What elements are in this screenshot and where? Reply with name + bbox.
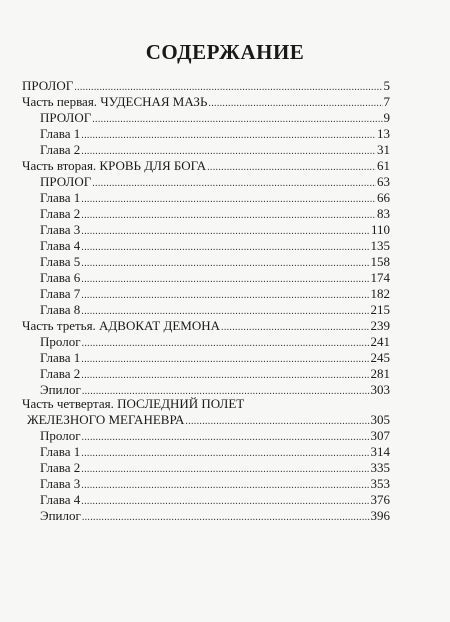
toc-entry-page-number: 83 [377,206,390,221]
toc-entry-page-number: 158 [370,254,390,269]
toc-entry-page-number: 215 [370,302,390,317]
toc-entry-page-number: 135 [370,238,390,253]
toc-entry-label: Часть четвертая. ПОСЛЕДНИЙ ПОЛЕТ [22,396,245,411]
toc-entry-label: Глава 2 [40,460,81,475]
toc-entry-label: Пролог [40,428,81,443]
toc-entry-label: Глава 2 [40,206,81,221]
toc-entry-page-number: 314 [370,444,390,459]
toc-entry-label: Глава 1 [40,444,81,459]
toc-entry-label: Глава 3 [40,476,81,491]
toc-entry-page-number: 396 [370,508,390,523]
toc-entry-label: Глава 3 [40,222,81,237]
toc-entry-page-number: 335 [370,460,390,475]
toc-entry-page-number: 281 [370,366,390,381]
toc-entry-page-number: 353 [370,476,390,491]
toc-entry-page-number: 7 [383,94,390,109]
toc-entry-page-number: 241 [370,334,390,349]
toc-entry-page-number: 31 [377,142,390,157]
toc-entry-label: Глава 7 [40,286,81,301]
toc-entry-page-number: 305 [370,412,390,427]
toc-entry-page-number: 110 [370,222,390,237]
toc-entry-page-number: 307 [370,428,390,443]
toc-entry-label: Глава 5 [40,254,81,269]
toc-entry-page-number: 182 [370,286,390,301]
toc-entry-label: ЖЕЛЕЗНОГО МЕГАНЕВРА [27,412,185,427]
toc-entry-label: Глава 2 [40,142,81,157]
toc-entry-label: Эпилог [40,508,81,523]
toc-entry-label: Глава 2 [40,366,81,381]
toc-entry-label: Эпилог [40,382,81,397]
toc-entry-label: ПРОЛОГ [40,174,92,189]
dot-leader [82,509,370,527]
toc-entry-label: Часть первая. ЧУДЕСНАЯ МАЗЬ [22,94,208,109]
toc-entry-label: ПРОЛОГ [40,110,92,125]
toc-entry-label: Глава 1 [40,350,81,365]
toc-entry-page-number: 376 [370,492,390,507]
toc-entry-label: Глава 8 [40,302,81,317]
toc-entry-page-number: 63 [377,174,390,189]
toc-entry-label: Часть третья. АДВОКАТ ДЕМОНА [22,318,221,333]
toc-entry-page-number: 245 [370,350,390,365]
toc-entry-label: Часть вторая. КРОВЬ ДЛЯ БОГА [22,158,207,173]
toc-entry-page-number: 303 [370,382,390,397]
toc-entry-label: ПРОЛОГ [22,78,74,93]
toc-entry-page-number: 61 [377,158,390,173]
toc-entry-label: Глава 4 [40,238,81,253]
toc-entry-label: Глава 6 [40,270,81,285]
toc-entry [40,507,390,525]
toc-entry-page-number: 13 [377,126,390,141]
toc-entry-page-number: 239 [370,318,390,333]
toc-entry-label: Глава 4 [40,492,81,507]
toc-entry-label: Глава 1 [40,126,81,141]
toc-entry-page-number: 174 [370,270,390,285]
toc-entry-page-number: 5 [383,78,390,93]
toc-entry-label: Глава 1 [40,190,81,205]
toc-entry-page-number: 66 [377,190,390,205]
page-title: СОДЕРЖАНИЕ [145,40,305,64]
toc-entry-label: Пролог [40,334,81,349]
toc-entry-page-number: 9 [383,110,390,125]
